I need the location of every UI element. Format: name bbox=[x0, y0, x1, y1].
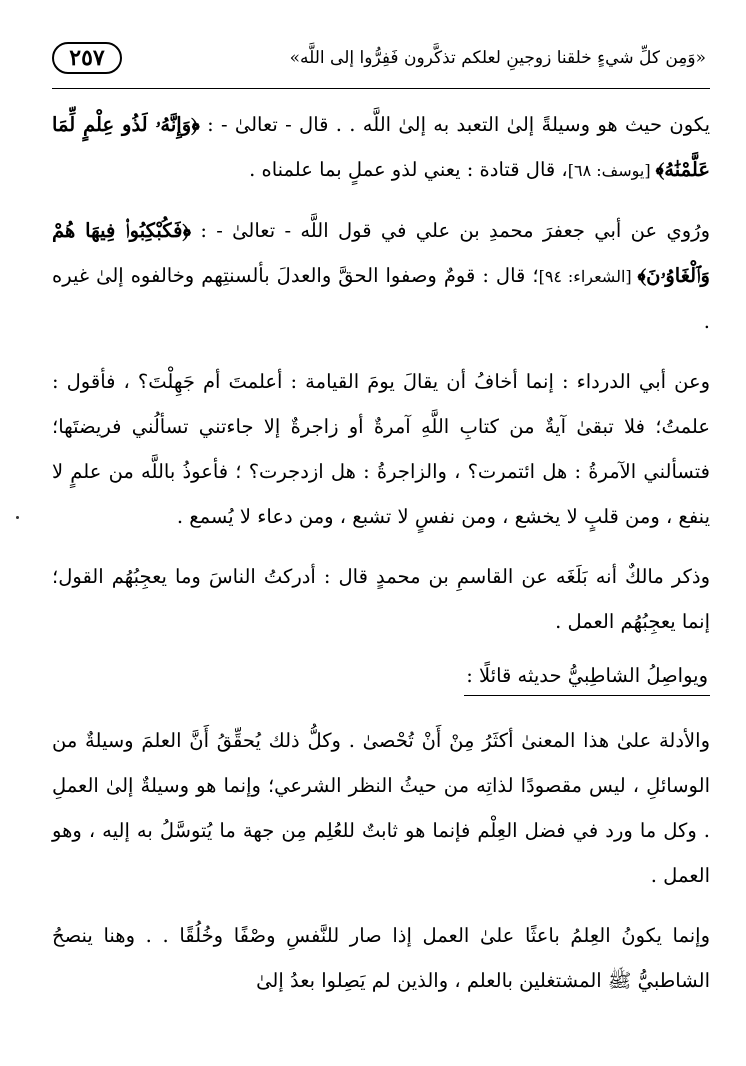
header-rule bbox=[52, 88, 710, 89]
paragraph-text: يكون حيث هو وسيلةً إلىٰ التعبد به إلىٰ اللَّه . . قال - تعالىٰ - : bbox=[199, 113, 711, 136]
paragraphs-before bbox=[52, 102, 710, 644]
body-paragraph bbox=[52, 359, 710, 539]
page-body bbox=[52, 102, 710, 1018]
body-paragraph bbox=[52, 554, 710, 644]
scan-speck bbox=[16, 516, 19, 519]
paragraph-text: ، قال قتادة : يعني لذو عملٍ بما علمناه . bbox=[249, 158, 568, 181]
body-paragraph bbox=[52, 208, 710, 344]
body-paragraph bbox=[52, 102, 710, 193]
paragraphs-after bbox=[52, 718, 710, 1003]
paragraph-text: وعن أبي الدرداء : إنما أخافُ أن يقالَ يومَ القيامة : أعلمتَ أم جَهِلْتَ؟ ، فأقول : علمتُ؛ فلا تبقىٰ آيةٌ من كتابِ اللَّهِ آمرةٌ أو زاجرةٌ إلا جاءتني تسألُني فريضتَها؛ فتسألني الآمرةُ : هل ائتمرت؟ ، والزاجرةُ : هل ازدجرت؟ ؛ فأعوذُ باللَّه من علمٍ لا ينفع ، ومن قلبٍ لا يخشع ، ومن نفسٍ لا تشبع ، ومن دعاء لا يُسمع . bbox=[52, 370, 710, 528]
section-heading: ويواصِلُ الشاطِبيُّ حديثه قائلًا : bbox=[464, 659, 710, 696]
page-header bbox=[52, 36, 710, 80]
quran-verse: ﴿وَإِنَّهُۥ لَذُو عِلْمٍ لِّمَا عَلَّمْنَٰهُ﴾ bbox=[52, 113, 710, 181]
verse-citation: [يوسف: ٦٨] bbox=[567, 161, 656, 180]
page-number-badge: ٢٥٧ bbox=[52, 42, 122, 74]
paragraph-text: ورُوي عن أبي جعفرَ محمدِ بن علي في قول اللَّه - تعالىٰ - : bbox=[191, 219, 710, 242]
paragraph-text: ؛ قال : قومٌ وصفوا الحقَّ والعدلَ بألسنتِهم وخالفوه إلىٰ غيره . bbox=[52, 264, 710, 333]
body-paragraph bbox=[52, 718, 710, 898]
verse-citation: [الشعراء: ٩٤] bbox=[538, 267, 638, 286]
paragraph-text: وذكر مالكٌ أنه بَلَغَه عن القاسمِ بن محمدٍ قال : أدركتُ الناسَ وما يعجِبُهُم القول؛ إنما يعجِبُهُم العمل . bbox=[52, 565, 710, 633]
paragraph-text: والأدلة علىٰ هذا المعنىٰ أكثَرُ مِنْ أَنْ تُحْصىٰ . وكلُّ ذلك يُحقِّقُ أَنَّ العلمَ وسيلةٌ من الوسائلِ ، ليس مقصودًا لذاتِه من حيثُ النظر الشرعي؛ وإنما هو وسيلةٌ إلىٰ العملِ . وكل ما ورد في فضل العِلْم فإنما هو ثابتٌ للعُلِم مِن جهة ما يُتوسَّلُ به إليه ، وهو العمل . bbox=[52, 729, 710, 887]
paragraph-text: وإنما يكونُ العِلمُ باعثًا علىٰ العمل إذا صار للنَّفسِ وصْفًا وخُلُقًا . . وهنا ينصحُ الشاطبيُّ ﷺ المشتغلين بالعلم ، والذين لم يَصِلوا بعدُ إلىٰ bbox=[52, 924, 710, 992]
book-page bbox=[52, 36, 710, 996]
quran-verse: ﴿فَكُبْكِبُوا۟ فِيهَا هُمْ وَٱلْغَاوُۥنَ﴾ bbox=[52, 219, 710, 287]
running-head: «وَمِن كلِّ شيءٍ خلقنا زوجينِ لعلكم تذكَّرون فَفِرُّوا إلى اللَّه» bbox=[289, 48, 706, 68]
body-paragraph bbox=[52, 913, 710, 1003]
